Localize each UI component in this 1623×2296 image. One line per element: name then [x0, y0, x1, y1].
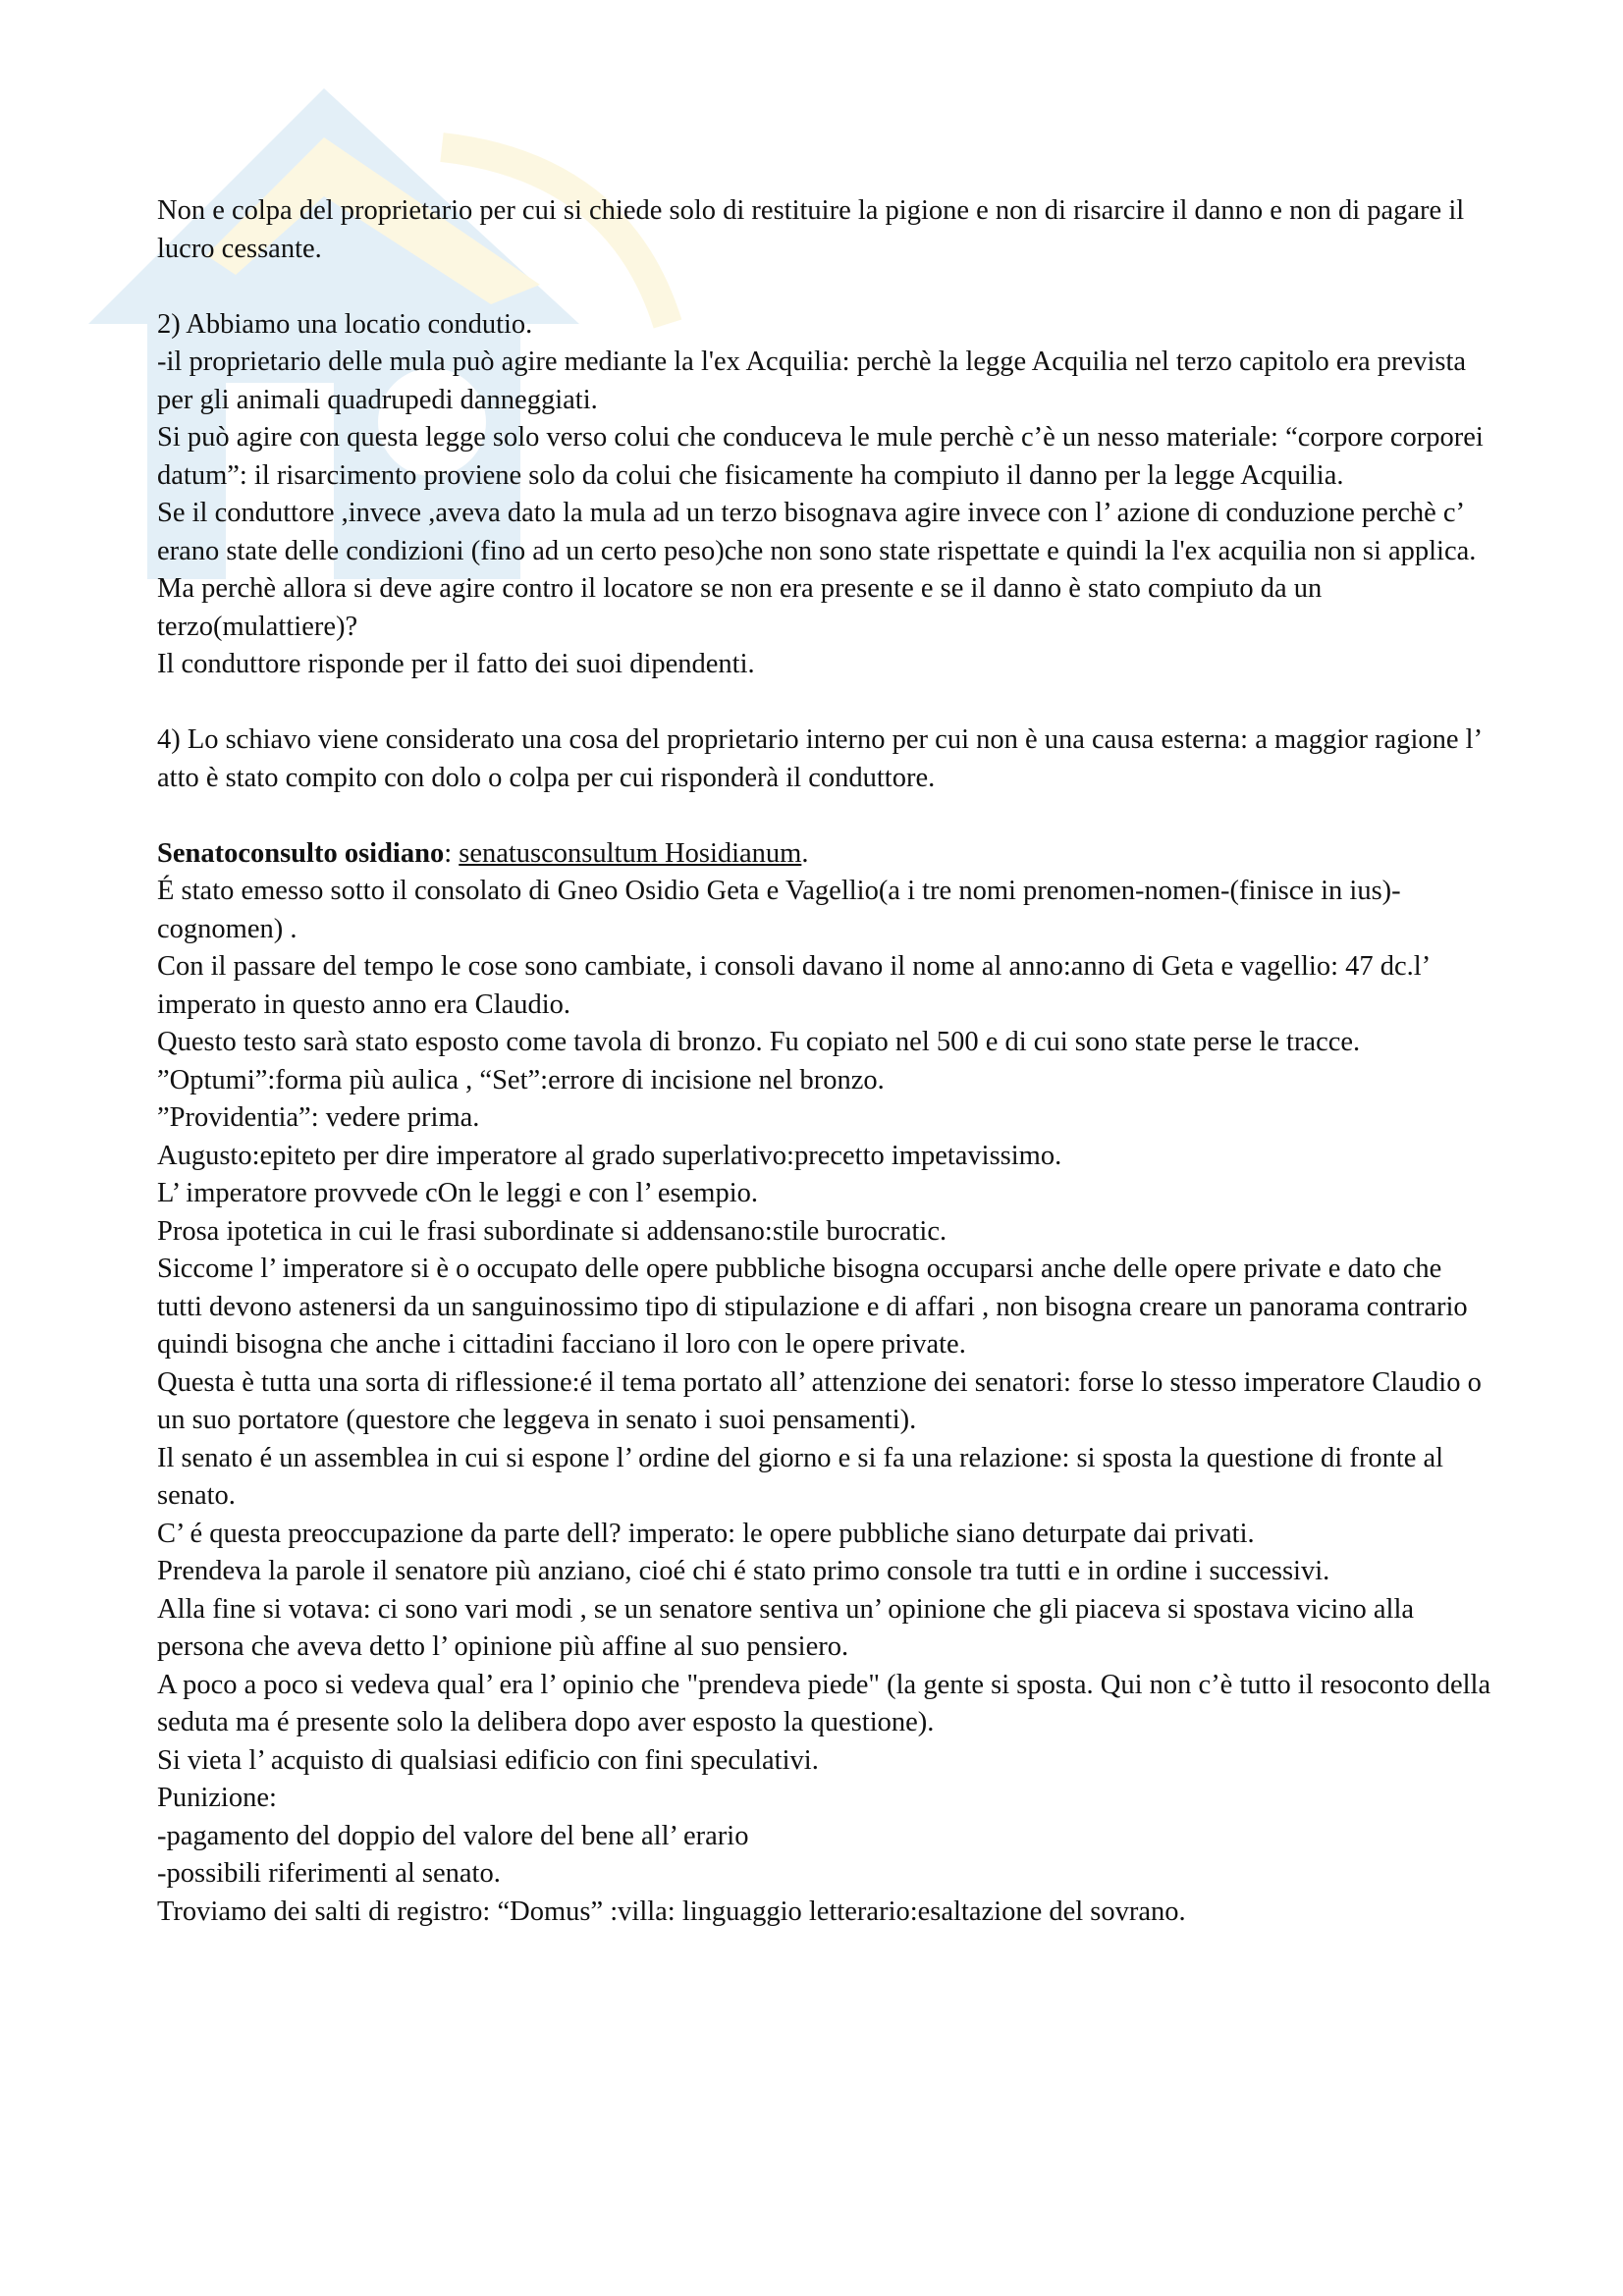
heading-latin-title: senatusconsultum Hosidianum [459, 837, 802, 869]
paragraph-locatio-condutio: 2) Abbiamo una locatio condutio. [157, 308, 533, 340]
senatoconsulto-line: -pagamento del doppio del valore del bene all’ erario [157, 1820, 749, 1851]
heading-title-bold: Senatoconsulto osidiano [157, 837, 445, 869]
senatoconsulto-line: ”Optumi”:forma più aulica , “Set”:errore di incisione nel bronzo. [157, 1064, 885, 1095]
section-heading [157, 835, 1492, 874]
paragraph-spacer [157, 684, 1492, 722]
paragraph-spacer [157, 268, 1492, 306]
paragraph-spacer [157, 797, 1492, 835]
heading-period: . [801, 837, 809, 869]
senatoconsulto-line: Prosa ipotetica in cui le frasi subordinate si addensano:stile burocratic. [157, 1215, 947, 1247]
heading-colon: : [444, 837, 460, 869]
senatoconsulto-line: É stato emesso sotto il consolato di Gneo Osidio Geta e Vagellio(a i tre nomi prenomen-nomen-(finisce in ius)-cognomen) . [157, 876, 1401, 944]
senatoconsulto-line: Troviamo dei salti di registro: “Domus” :villa: linguaggio letterario:esaltazione del sovrano. [157, 1896, 1186, 1927]
senatoconsulto-line: -possibili riferimenti al senato. [157, 1858, 501, 1889]
paragraph-proprietario: Non e colpa del proprietario per cui si chiede solo di restituire la pigione e non di risarcire il danno e non di pagare il lucro cessante. [157, 195, 1465, 264]
senatoconsulto-line: Augusto:epiteto per dire imperatore al grado superlativo:precetto impetavissimo. [157, 1140, 1062, 1171]
paragraph-nesso-materiale: Si può agire con questa legge solo verso colui che conduceva le mule perchè c’è un nesso materiale: “corpore corporei datum”: il risarcimento proviene solo da colui che fisicamente ha compiuto il danno per la legge Acquilia. [157, 422, 1484, 491]
senatoconsulto-line: C’ é questa preoccupazione da parte dell? imperato: le opere pubbliche siano deturpate dai privati. [157, 1518, 1255, 1549]
paragraph-lex-acquilia: -il proprietario delle mula può agire mediante la l'ex Acquilia: perchè la legge Acquilia nel terzo capitolo era prevista per gli animali quadrupedi danneggiati. [157, 347, 1467, 415]
paragraph-schiavo: 4) Lo schiavo viene considerato una cosa del proprietario interno per cui non è una causa esterna: a maggior ragione l’ atto è stato compito con dolo o colpa per cui risponderà il conduttore. [157, 724, 1481, 793]
senatoconsulto-line: Questa è tutta una sorta di riflessione:é il tema portato all’ attenzione dei senatori: forse lo stesso imperatore Claudio o un suo portatore (questore che leggeva in senato i suoi pensamenti). [157, 1366, 1482, 1435]
senatoconsulto-line: Alla fine si votava: ci sono vari modi , se un senatore sentiva un’ opinione che gli piaceva si spostava vicino alla persona che aveva detto l’ opinione più affine al suo pensiero. [157, 1593, 1415, 1662]
senatoconsulto-line: Siccome l’ imperatore si è o occupato delle opere pubbliche bisogna occuparsi anche delle opere private e dato che tutti devono astenersi da un sanguinossimo tipo di stipulazione e di affari , non bisogna creare un panorama contrario quindi bisogna che anche i cittadini facciano il loro con le opere private. [157, 1254, 1468, 1360]
senatoconsulto-line: Punizione: [157, 1783, 277, 1813]
senatoconsulto-line: ”Providentia”: vedere prima. [157, 1102, 480, 1133]
senatoconsulto-line: Si vieta l’ acquisto di qualsiasi edificio con fini speculativi. [157, 1744, 819, 1776]
senatoconsulto-line: Prendeva la parole il senatore più anziano, cioé chi é stato primo console tra tutti e in ordine i successivi. [157, 1556, 1330, 1586]
senatoconsulto-line: Il senato é un assemblea in cui si espone l’ ordine del giorno e si fa una relazione: si sposta la questione di fronte al senato. [157, 1442, 1444, 1511]
senatoconsulto-line: A poco a poco si vedeva qual’ era l’ opinio che "prendeva piede" (la gente si sposta. Qui non c’è tutto il resoconto della seduta ma é presente solo la delibera dopo aver esposto la questione). [157, 1669, 1491, 1737]
paragraph-conduttore-terzo: Se il conduttore ,invece ,aveva dato la mula ad un terzo bisognava agire invece con l’ azione di conduzione perchè c’ erano state delle condizioni (fino ad un certo peso)che non sono state rispettate e quindi la l'ex acquilia non si applica. [157, 498, 1477, 566]
document-body [157, 192, 1492, 1931]
paragraph-domanda-locatore: Ma perchè allora si deve agire contro il locatore se non era presente e se il danno è stato compiuto da un terzo(mulattiere)? [157, 573, 1323, 642]
senatoconsulto-line: Questo testo sarà stato esposto come tavola di bronzo. Fu copiato nel 500 e di cui sono state perse le tracce. [157, 1027, 1361, 1057]
paragraph-dipendenti: Il conduttore risponde per il fatto dei suoi dipendenti. [157, 649, 755, 679]
senatoconsulto-line: L’ imperatore provvede cOn le leggi e con l’ esempio. [157, 1178, 758, 1208]
senatoconsulto-line: Con il passare del tempo le cose sono cambiate, i consoli davano il nome al anno:anno di Geta e vagellio: 47 dc.l’ imperato in questo anno era Claudio. [157, 951, 1430, 1020]
